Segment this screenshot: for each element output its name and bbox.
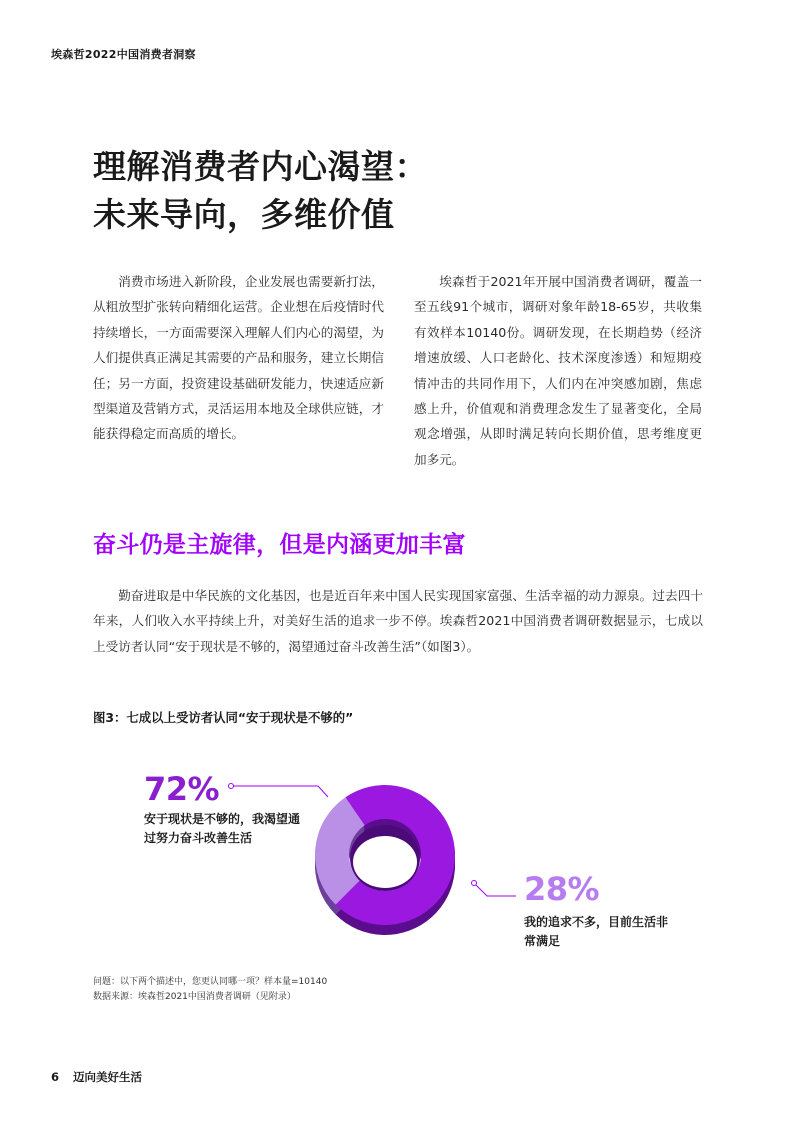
header-brand: 埃森哲2022中国消费者洞察 <box>51 48 196 61</box>
title-line-2: 未来导向，多维价值 <box>93 195 395 234</box>
chart-label-28: 28% <box>524 870 600 908</box>
chart-legend-28-text: 我的追求不多，目前生活非常满足 <box>524 915 669 948</box>
survey-question-note: 问题：以下两个描述中，您更认同哪一项？样本量=10140 <box>93 977 328 987</box>
section-body: 勤奋进取是中华民族的文化基因，也是近百年来中国人民实现国家富强、生活幸福的动力源泉。过去四十年来，人们收入水平持续上升，对美好生活的追求一步不停。埃森哲2021中国消费者调研数据显示，七成以上受访者认同“安于现状是不够的，渴望通过奋斗改善生活”（如图3）。 <box>93 588 703 654</box>
chart-legend-72-text: 安于现状是不够的，我渴望通过努力奋斗改善生活 <box>144 812 301 845</box>
footer-section: 迈向美好生活 <box>73 1070 143 1084</box>
leader-line-28-dot <box>472 881 477 886</box>
section-heading: 奋斗仍是主旋律，但是内涵更加丰富 <box>93 532 466 558</box>
figure-caption: 图3：七成以上受访者认同“安于现状是不够的” <box>93 710 354 725</box>
donut-hole <box>353 836 417 888</box>
leader-line-72-dot <box>229 784 234 789</box>
page-footer <box>51 1069 156 1085</box>
chart-label-72: 72% <box>144 770 220 808</box>
page-number: 6 <box>51 1070 60 1084</box>
chart-layer <box>229 784 517 936</box>
intro-left-paragraph: 消费市场进入新阶段，企业发展也需要新打法，从粗放型扩张转向精细化运营。企业想在后疫情时代持续增长，一方面需要深入理解人们内心的渴望，为人们提供真正满足其需要的产品和服务，建立长期信任；另一方面，投资建设基础研发能力，快速适应新型渠道及营销方式，灵活运用本地及全球供应链，才能获得稳定而高质的增长。 <box>93 274 384 442</box>
leader-line-28 <box>474 883 516 896</box>
figure-notes <box>93 975 327 1004</box>
title-line-1: 理解消费者内心渴望： <box>93 147 428 186</box>
leader-line-72 <box>231 786 328 797</box>
data-source-note: 数据来源：埃森哲2021中国消费者调研（见附录） <box>93 991 296 1002</box>
intro-right-paragraph: 埃森哲于2021年开展中国消费者调研，覆盖一至五线91个城市，调研对象年龄18-65岁，共收集有效样本10140份。调研发现，在长期趋势（经济增速放缓、人口老龄化、技术深度渗透）和短期疫情冲击的共同作用下，人们内在冲突感加剧，焦虑感上升，价值观和消费理念发生了显著变化，全局观念增强，从即时满足转向长期价值，思考维度更加多元。 <box>414 274 702 467</box>
